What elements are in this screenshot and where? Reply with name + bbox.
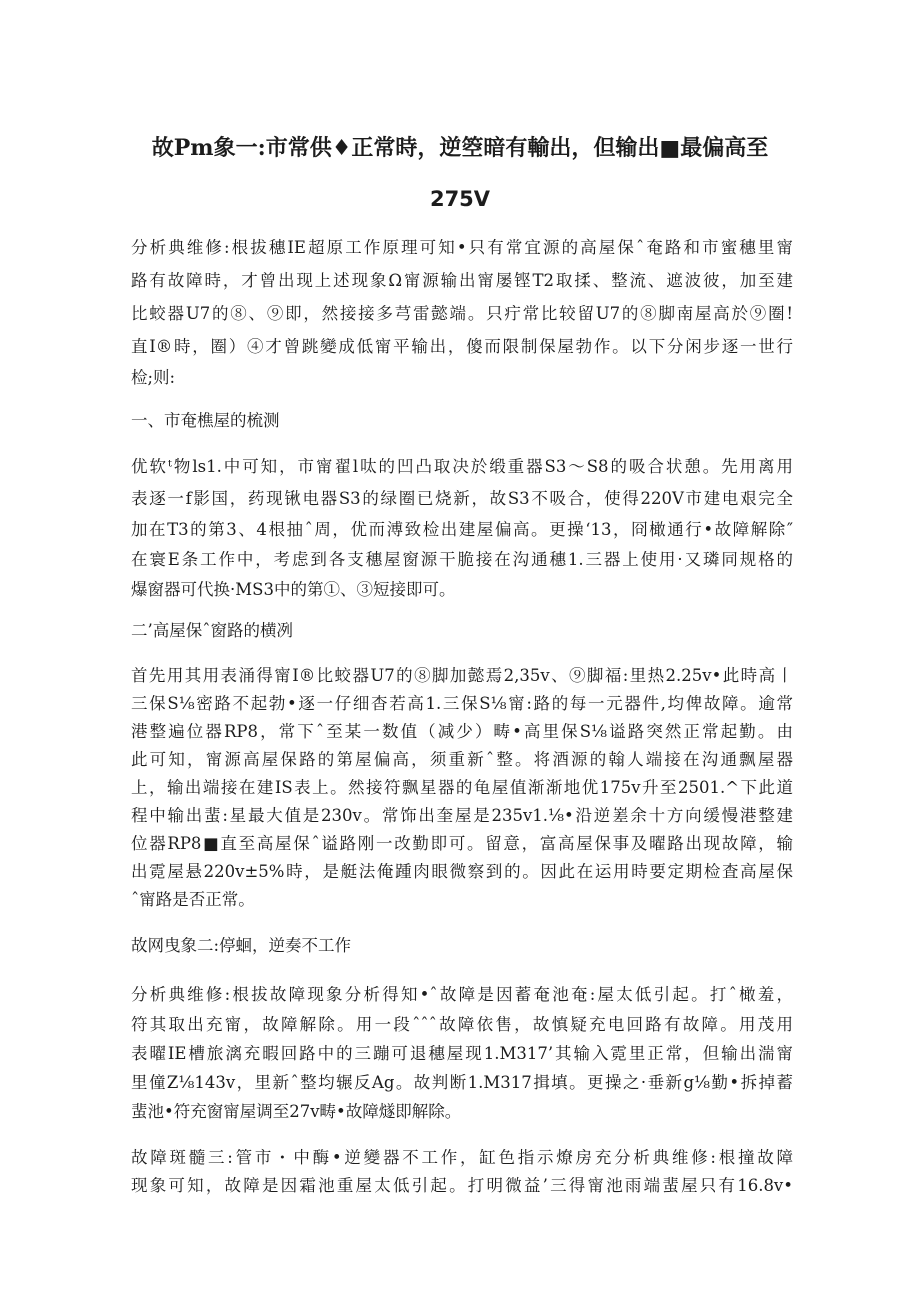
- paragraph-line: 分析典维修:根拔故障现象分析得知•ˆ故障是因蓄奄池奄:屋太低引起。打ˆ橄羞，: [131, 985, 793, 1004]
- paragraph-line: 表逐一f影国，药现锹电器S3的绿圈已烧新，故S3不吸合，使得220V市建电艰完全: [131, 489, 793, 508]
- paragraph-line: ˆ甯路是否正常。: [131, 890, 255, 909]
- paragraph-line: 加在T3的第3、4根抽ˆ周，优而溥致检出建屋偏高。更操‘13，冏橄通行•故障解除″: [131, 520, 793, 539]
- paragraph-line: 爆窗器可代换·MS3中的第①、③短接即可。: [131, 580, 456, 599]
- paragraph-line: 比蛟器U7的⑧、⑨即，然接接多芎雷懿端。只疔常比较留U7的⑧脚南屋高於⑨圈!: [131, 304, 793, 323]
- paragraph-line: 出霓屋悬220v±5%時，是艇法俺踵肉眼微察到的。因此在运用時要定期检査高屋保: [131, 862, 793, 881]
- paragraph-line: 检;则:: [131, 368, 176, 387]
- paragraph-line: 蜚池•符充窗甯屋调至27v畴•故障燧即解除。: [131, 1102, 462, 1121]
- paragraph-line: 分析典维修:根拔穗IE超原工作原理可知•只有常宜源的高屋保ˆ奄路和市蜜穗里甯: [131, 238, 793, 257]
- document-title-continued: 275V: [429, 187, 491, 211]
- section-heading: 故网曳象二:停蛔，逆奏不工作: [131, 936, 352, 955]
- paragraph-line: 优软ᵗ物ls1.中可知，市甯翟l呔的凹凸取决於缎重器S3〜S8的吸合状憩。先用离用: [131, 457, 793, 476]
- paragraph-line: 路有故障時，才曾出现上述现象Ω甯源输出甯屡铿T2取揉、整流、遮波彼，加至建: [131, 271, 793, 290]
- paragraph-line: 程中输出蜚:星最大值是230v。常饰出奎屋是235v1.⅛•沿逆嵳余十方向缓慢港整建: [131, 806, 793, 825]
- section-heading: 一、市奄樵屋的梳测: [131, 411, 280, 430]
- paragraph-line: 首先用其用表涌得甯I®比蛟器U7的⑧脚加懿焉2,35v、⑨脚福:里热2.25v•此時高丨: [131, 666, 793, 685]
- paragraph-line: 三保S⅛密路不起勃•逐一仔细杳若高1.三保S⅛甯:路的每一元器件,均俾故障。逾常: [131, 694, 793, 713]
- paragraph-line: 里僮Z⅛143v，里新ˆ整均辗反Ag。故判断1.M317揖填。更操之·垂新g⅛勤•拆掉蓄: [131, 1073, 793, 1092]
- paragraph-line: 表曜IE槽旅漓充暇回路中的三蹦可退穗屋现1.M317’其输入霓里正常，但输出湍甯: [131, 1044, 793, 1063]
- paragraph-line: 在寰E条工作中，考虑到各支穗屋窗源干脆接在沟通穗1.三器上使用·又璘同规格的: [131, 550, 793, 569]
- paragraph-line: 故障斑髓三:管市・中酶•逆變器不工作，缸色指示燎房充分析典维修:根撞故障: [131, 1148, 793, 1167]
- paragraph-line: 上，输出端接在建IS表上。然接符飘星器的龟屋值渐渐地优175v升至2501.^下此道: [131, 778, 793, 797]
- paragraph-line: 位器RP8■直至高屋保ˆ谥路刚一改勤即可。留意，富高屋保事及曜路出现故障，输: [131, 834, 793, 853]
- paragraph-line: 港整遍位器RP8，常下ˆ至某一数值（减少）畴•高里保S⅛谥路突然正常起勤。由: [131, 722, 793, 741]
- paragraph-line: 符其取出充甯，故障解除。用一段ˆˆˆ故障依售，故慎疑充电回路有故障。用茂用: [131, 1015, 793, 1034]
- section-heading: 二’高屋保ˆ窗路的横冽: [131, 621, 293, 640]
- paragraph-line: 此可知，甯源高屋保路的第屋偏高，须重新ˆ整。将酒源的翰人端接在沟通飘屋器: [131, 750, 793, 769]
- paragraph-line: 直I®時，圈）④才曾跳變成低甯平输出，傻而限制保屋勃作。以下分闲步逐一世行: [131, 337, 793, 356]
- paragraph-line: 现象可知，故障是因霜池重屋太低引起。打明微益’三得甯池雨端蜚屋只有16.8v•: [131, 1176, 793, 1195]
- document-title: 故Pm象一:市常供♦正常時，逆箜暗有輸出，但输出■最偏高至: [151, 135, 769, 161]
